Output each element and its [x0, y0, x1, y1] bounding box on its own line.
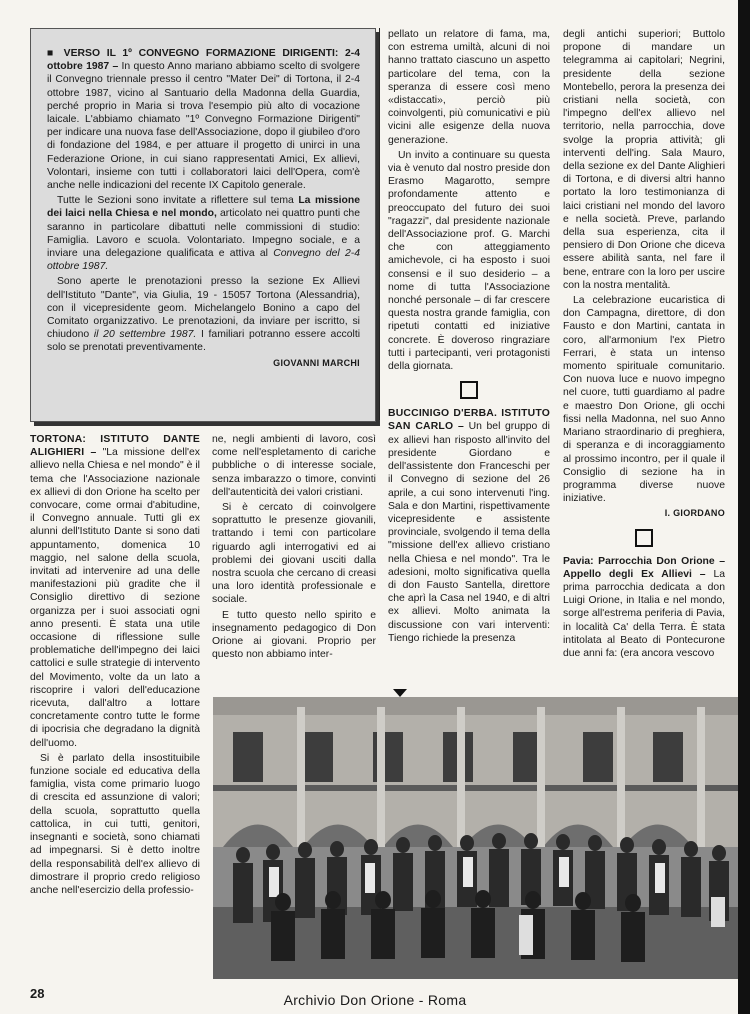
col3-paragraph-1: pellato un relatore di fama, ma, con estrema umiltà, alcuni di noi hanno trattato ciascuno un aspetto particolare del tema, con la speranza di essere così meno «distaccati», perciò più coinvolgenti, più comunicativi e più vicini alle esigenze della nuova generazione. — [388, 29, 550, 146]
column-4 — [563, 28, 725, 694]
announcement-paragraph-2a: Tutte le Sezioni sono invitate a riflettere sul tema — [57, 195, 294, 207]
buccinigo-heading: BUCCINIGO D'ERBA. ISTITUTO SAN CARLO – — [388, 408, 550, 433]
announcement-paragraph-3b: I familiari potranno essere accolti solo se prenotati preventivamente. — [47, 329, 360, 354]
tortona-column-2 — [212, 433, 376, 695]
group-photo-drawing — [213, 697, 740, 979]
announcement-heading: ■ VERSO IL 1º CONVEGNO FORMAZIONE DIRIGENTI: 2-4 ottobre 1987 – — [47, 48, 360, 73]
page-number: 28 — [30, 986, 45, 1001]
tortona-paragraph-4: Si è cercato di coinvolgere soprattutto le presenze giovanili, trattando i temi con particolare riguardo agli interrogativi ed ai problemi dei giovani usciti dalla nostra scuola che cercano di creasi una loro identità professionale e sociale. — [212, 502, 376, 606]
announcement-signature: GIOVANNI MARCHI — [273, 357, 360, 368]
tortona-paragraph-2: Si è parlato della insostituibile funzione sociale ed educativa della famiglia, vista come primario luogo di crescita ed assunzione di valori; della scuola, soprattutto quella cattolica, in cui tutti, genitori, insegnanti e società, sono chiamati ad impegnarsi. Si è detto inoltre della responsabilità dell'ex allievo di dimostrare il proprio credo religioso anche nell'esercizio della professio- — [30, 752, 200, 896]
tortona-column-1 — [30, 433, 200, 981]
archive-caption: Archivio Don Orione - Roma — [283, 992, 467, 1008]
pavia-paragraph: La prima parrocchia dedicata a don Luigi Orione, in Italia e nel mondo, sorge all'estrema periferia di Pavia, in località Ca' della Terra. È stata intitolata al Beato di Pontecurone due anni fa: (era ancora vescovo — [563, 568, 725, 659]
buccinigo-paragraph: Un bel gruppo di ex allievi han risposto all'invito del presidente Giordano e dell'assistente don Franceschi per il Convegno di sezione del 26 aprile, a cui sono intervenuti l'ing. Sala e don Martini, rispettivamente vicepresidente e assistente provinciale, svolgendo il tema della "missione dell'ex allievo cristiano nella Chiesa e nel mondo". Tra le adesioni, molto significativa quella di don Fausto Santella, direttore che aprì la Casa nel 1940, e di altri ex allievi. Molto animata la discussione con vari interventi: Tiengo richiede la presenza — [388, 421, 550, 644]
announcement-convegno-date: Convegno del 2-4 ottobre 1987. — [47, 248, 360, 273]
section-divider-square — [460, 381, 478, 399]
announcement-text — [47, 47, 360, 417]
buccinigo-signature: I. GIORDANO — [664, 508, 725, 519]
tortona-paragraph-3: ne, negli ambienti di lavoro, così come nell'espletamento di cariche pubbliche o di interesse sociale, senza imbarazzo o timore, convinti dell'autenticità dei valori cristiani. — [212, 434, 376, 498]
column-3 — [388, 28, 550, 688]
section-divider-square-2 — [635, 529, 653, 547]
pavia-heading: Pavia: Parrocchia Don Orione – Appello degli Ex Allievi – — [563, 555, 725, 580]
announcement-deadline: il 20 settembre 1987. — [93, 329, 197, 341]
announcement-paragraph-2b: articolato nei quattro punti che saranno in particolare dibattuti nelle commissioni di studio: Famiglia. Lavoro e scuola. Volontariato. Impegno sociale, e a inviare una delegazione qualificata e attiva al — [47, 208, 360, 260]
announcement-theme: La missione dei laici nella Chiesa e nel mondo, — [47, 195, 360, 220]
col4-paragraph-1: degli antichi superiori; Buttolo propone di mandare un telegramma ai capitolari; Negrini, presidente della sezione Montebello, perora la presenza dei cristiani nella società, con l'impegno dell'ex allievo nel territorio, nella parrocchia, dove svolge la propria attività; gli interventi dell'ing. Sala Mauro, della sezione ex del Dante Alighieri di Tortona, e di diversi altri hanno portato la loro testimonianza di laici cristiani nel mondo del lavoro e nella società. Preve, parlando della sua esperienza, cita il pensiero di Don Orione che diceva essere abilità santa, nel fare il bene, entrare con la loro per uscire con la nostra mentalità. — [563, 29, 725, 291]
announcement-box — [30, 28, 376, 422]
column-rule — [379, 28, 380, 420]
tortona-heading: TORTONA: ISTITUTO DANTE ALIGHIERI – — [30, 434, 200, 459]
tortona-paragraph-5: E tutto questo nello spirito e insegnamento pedagogico di Don Orione ai giovani. Proprio per questo non abbiamo inter- — [212, 609, 376, 661]
page-edge — [738, 0, 750, 1014]
continue-arrow-icon — [393, 689, 407, 697]
tortona-paragraph-1: "La missione dell'ex allievo nella Chiesa e nel mondo" è il tema che l'Associazione nazionale ex allievi di don Orione ha scelto per convocare, come ormai d'abitudine, il Convegno annuale. Tutti gli ex alunni dell'Istituto Dante si sono dati appuntamento, domenica 10 maggio, nel salone della scuola, invitati ad intervenire ad una delle manifestazioni più gradite che il Consiglio direttivo di sezione organizza per i suoi associati ogni anno presenti. È stata una utile occasione di riflessione sulle problematiche dell'impegno dei laici cattolici e sulle strategie di intervento del Movimento, volte da un lato a riscoprire i valori dell'educazione ricevuta, dall'altro a lottare concretamente contro tutte le forme di ipocrisia che degradano la dignità dell'uomo. — [30, 447, 200, 749]
announcement-paragraph-3a: Sono aperte le prenotazioni presso la sezione Ex Allievi dell'Istituto "Dante", via Giulia, 19 - 15057 Tortona (Alessandria), con il vicepresidente geom. Michelangelo Bonino a capo del Comitato organizzativo. Le prenotazioni, da inviare per iscritto, si chiudono — [47, 276, 360, 341]
group-photo — [213, 697, 740, 979]
announcement-paragraph-1: In questo Anno mariano abbiamo scelto di svolgere il Convegno triennale presso il centro "Mater Dei" di Tortona, il 2-4 ottobre 1987, vicino al Santuario della Madonna della Guardia, perché proprio in Maria si trova l'esempio più alto di vocazione laicale. L'abbiamo chiamato "1º Convegno Formazione Dirigenti" per indicare una nuova fase dell'Associazione, dopo il giubileo d'oro di fondazione del 1984, e per attuare il progetto di unirci in una Federazione Orione, in cui siano rappresentati Amici, Ex allievi, Volontari, insieme con tutti i collaboratori laici dell'Opera, com'è anche nelle indicazioni del recente IX Capitolo generale. — [47, 61, 360, 192]
col3-paragraph-2: Un invito a continuare su questa via è venuto dal nostro preside don Erasmo Magarotto, sempre profondamente attento e preoccupato del futuro dei suoi "ragazzi", dal presidente nazionale dell'Associazione prof. G. Marchi che con atteggiamento amichevole, ci ha esposto i suoi consensi e il suo desiderio – a nome di tutta l'Associazione nonché personale – di far crescere questa nostra grande famiglia, con ripetuti contatti ed iniziative concrete. È doveroso ringraziare tutti i partecipanti, veri protagonisti della giornata. — [388, 149, 550, 373]
col4-paragraph-2: La celebrazione eucaristica di don Campagna, direttore, di don Fausto e don Martini, cantata in coro, all'armonium l'ex Pietro Ferrari, è stata un intenso momento spirituale comunitario. Con nuova luce e nuovo impegno nel cuore, tutti guardiamo al padre e maestro Don Orione, gli occhi fissi nella Madonna, nel suo Anno Mariano straordinario di preghiera, di speranza e di incoraggiamento al prossimo incontro, per il quale il Consiglio di sezione ha in programma diverse nuove iniziative. — [563, 295, 725, 505]
